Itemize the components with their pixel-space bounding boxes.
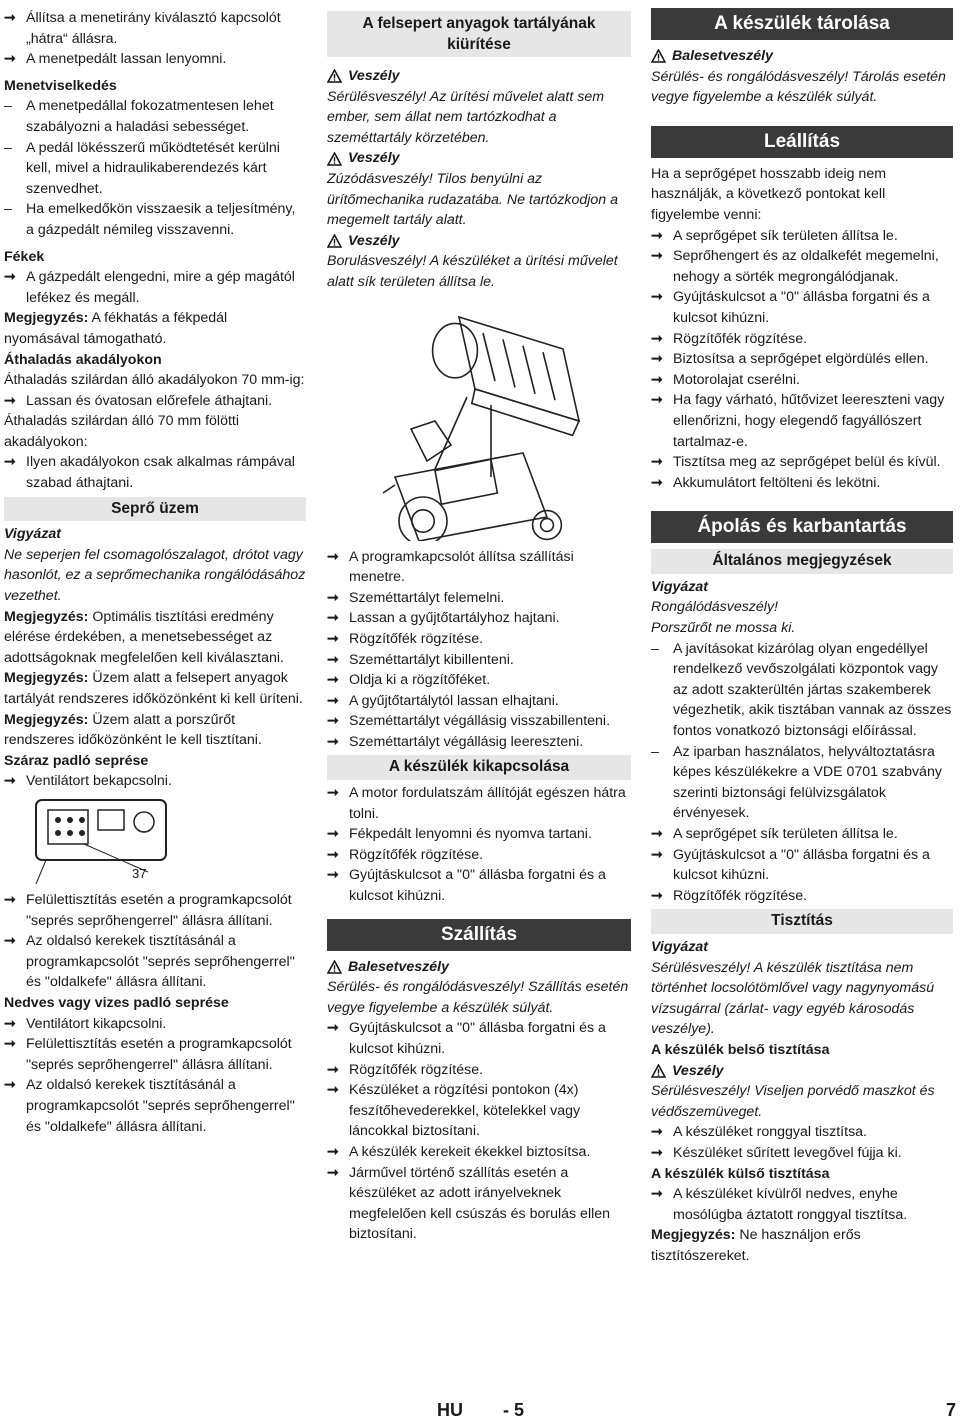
instruction: ➞ A motor fordulatszám állítóját egészen hátra tolni. (327, 783, 631, 824)
note-text: Ne használjon erős tisztítószereket. (651, 1227, 861, 1264)
instruction: ➞ Gyújtáskulcsot a "0" állásba forgatni és a kulcsot kihúzni. (651, 845, 953, 886)
caution-text: Ne seperjen fel csomagolószalagot, drótot vagy hasonlót, ez a seprőmechanika rongálódásához vezethet. (4, 546, 306, 605)
danger-label-text: Balesetveszély (672, 48, 773, 64)
dash-item: – A menetpedállal fokozatmentesen lehet szabályozni a haladási sebességet. (4, 96, 306, 137)
instruction: ➞ Állítsa a menetirány kiválasztó kapcsolót „hátra“ állásra. (4, 8, 306, 49)
accident-danger-label (327, 957, 631, 978)
note-label: Megjegyzés: (4, 608, 89, 625)
instruction: ➞ Járművel történő szállítás esetén a készüléket az adott irányelveknek megfelelően kell csúszás és borulás ellen biztosítani. (327, 1163, 631, 1245)
section-heading: Nedves vagy vizes padló seprése (4, 994, 229, 1011)
instruction: ➞ Akkumulátort feltölteni és lekötni. (651, 473, 953, 494)
section-header-transport: Szállítás (327, 919, 631, 951)
note-text: A fékhatás a fékpedál nyomásával támogatható. (4, 310, 228, 347)
instruction: ➞ Az oldalsó kerekek tisztításánál a programkapcsolót "seprés seprőhengerrel" és "oldalkefe" állásra állítani. (4, 1075, 306, 1137)
instruction: ➞ Ventilátort bekapcsolni. (4, 771, 306, 792)
caution-label: Vigyázat (651, 938, 709, 955)
instruction: ➞ Oldja ki a rögzítőféket. (327, 670, 631, 691)
paragraph: Áthaladás szilárdan álló 70 mm fölötti akadályokon: (4, 413, 240, 450)
section-heading: Száraz padló seprése (4, 752, 149, 769)
section-heading: A készülék belső tisztítása (651, 1041, 830, 1058)
instruction: ➞ Ventilátort kikapcsolni. (4, 1014, 306, 1035)
column-2 (327, 8, 631, 1245)
decommission-steps (651, 226, 953, 494)
danger-text: Borulásveszély! A készüléket a ürítési művelet alatt sík területen állítsa le. (327, 253, 618, 290)
note-label: Megjegyzés: (651, 1227, 736, 1244)
instruction: ➞ Ha fagy várható, hűtővizet leereszteni vagy ellenőrizni, hogy elegendő fagyállószert tartalmaz-e. (651, 390, 953, 452)
accident-danger-label (651, 46, 953, 67)
section-band-emptying: A felsepert anyagok tartályának kiürítése (327, 11, 631, 57)
instruction: ➞ Rögzítőfék rögzítése. (327, 1060, 631, 1081)
instruction: ➞ Ilyen akadályokon csak alkalmas rámpával szabad áthajtani. (4, 452, 306, 493)
instruction: ➞ Szeméttartályt felemelni. (327, 588, 631, 609)
warning-triangle-icon (651, 49, 666, 63)
caution-label: Vigyázat (651, 578, 709, 595)
note-text: Optimális tisztítási eredmény elérése érdekében, a menetsebességet az adottságoknak megfelelően kell kiválasztani. (4, 608, 284, 666)
note (4, 668, 306, 709)
control-panel-illustration (26, 798, 176, 886)
control-panel-figure (4, 798, 306, 890)
instruction: ➞ Szeméttartályt végállásig leereszteni. (327, 732, 631, 753)
section-header-decommission: Leállítás (651, 126, 953, 158)
instruction: ➞ A seprőgépet sík területen állítsa le. (651, 824, 953, 845)
general-notes-list (651, 639, 953, 824)
instruction: ➞ A készülék kerekeit ékekkel biztosítsa. (327, 1142, 631, 1163)
note (4, 308, 306, 349)
caution-text: Sérülésveszély! A készülék tisztítása nem történhet locsolótömlővel vagy nagynyomású vízsugárral (zárlat- vagy egyéb károsodás veszélye). (651, 959, 935, 1038)
note (4, 607, 306, 669)
danger-label-text: Veszély (348, 232, 400, 249)
instruction: ➞ Lassan és óvatosan előrefele áthajtani. (4, 391, 306, 412)
instruction: ➞ Szeméttartályt kibillenteni. (327, 650, 631, 671)
instruction: ➞ Rögzítőfék rögzítése. (651, 329, 953, 350)
section-header-maintenance: Ápolás és karbantartás (651, 511, 953, 543)
instruction: ➞ Motorolajat cserélni. (651, 370, 953, 391)
instruction: ➞ Szeméttartályt végállásig visszabillenteni. (327, 711, 631, 732)
inner-cleaning-steps (651, 1122, 953, 1163)
instruction: ➞ Készüléket sűrített levegővel fújja ki. (651, 1143, 953, 1164)
instruction: ➞ Seprőhengert és az oldalkefét megemelni, nehogy a sörték megrongálódjanak. (651, 246, 953, 287)
maintenance-steps (651, 824, 953, 906)
instruction: ➞ A seprőgépet sík területen állítsa le. (651, 226, 953, 247)
instruction: ➞ Rögzítőfék rögzítése. (327, 629, 631, 650)
instruction: ➞ Fékpedált lenyomni és nyomva tartani. (327, 824, 631, 845)
instruction: ➞ A gázpedált elengedni, mire a gép magától lefékez és megáll. (4, 267, 306, 308)
instruction: ➞ Rögzítőfék rögzítése. (327, 845, 631, 866)
section-heading: Menetviselkedés (4, 77, 117, 94)
danger-text: Sérülésveszély! Viseljen porvédő maszkot és védőszemüveget. (651, 1083, 935, 1120)
danger-label-text: Veszély (348, 68, 400, 84)
instruction: ➞ Az oldalsó kerekek tisztításánál a programkapcsolót "seprés seprőhengerrel" és "oldalkefe" állásra állítani. (4, 931, 306, 993)
warning-triangle-icon (651, 1064, 666, 1078)
paragraph: Áthaladás szilárdan álló akadályokon 70 mm-ig: (4, 372, 305, 389)
instruction: ➞ Rögzítőfék rögzítése. (651, 886, 953, 907)
note-label: Megjegyzés: (4, 670, 89, 687)
note (651, 1225, 953, 1266)
warning-triangle-icon (327, 152, 342, 166)
warning-triangle-icon (327, 234, 342, 248)
section-band-sepro: Seprő üzem (4, 497, 306, 522)
dash-item: – Ha emelkedőkön visszaesik a teljesítmény, a gázpedált némileg visszavenni. (4, 199, 306, 240)
page-section-number: - 5 (503, 1400, 525, 1420)
instruction: ➞ Gyújtáskulcsot a "0" állásba forgatni és a kulcsot kihúzni. (327, 1018, 631, 1059)
instruction: ➞ Készüléket a rögzítési pontokon (4x) feszítőhevederekkel, kötelekkel vagy láncokkal biztosítani. (327, 1080, 631, 1142)
section-heading: Áthaladás akadályokon (4, 351, 162, 368)
danger-label-text: Balesetveszély (348, 958, 449, 975)
instruction: ➞ Gyújtáskulcsot a "0" állásba forgatni és a kulcsot kihúzni. (327, 865, 631, 906)
instruction: ➞ Tisztítsa meg az seprőgépet belül és kívül. (651, 452, 953, 473)
caution-text: Rongálódásveszély! (651, 599, 778, 616)
danger-text: Sérülésveszély! Az ürítési művelet alatt sem ember, sem állat nem tartózkodhat a szeméttartály körzetében. (327, 88, 605, 146)
section-heading: A készülék külső tisztítása (651, 1165, 830, 1182)
instruction: ➞ A készüléket ronggyal tisztítsa. (651, 1122, 953, 1143)
warning-triangle-icon (327, 960, 342, 974)
note-label: Megjegyzés: (4, 310, 89, 327)
page-number: 7 (946, 1400, 957, 1420)
danger-label-text: Veszély (672, 1062, 724, 1079)
paragraph: Ha a seprőgépet hosszabb ideig nem használják, a következő pontokat kell figyelembe venni: (651, 165, 887, 223)
warning-triangle-icon (327, 69, 342, 83)
instruction: ➞ A menetpedált lassan lenyomni. (4, 49, 306, 70)
sweeper-machine-illustration (334, 301, 624, 541)
danger-label (327, 148, 631, 169)
danger-text: Zúzódásveszély! Tilos benyúlni az ürítőmechanika rudazatába. Ne tartózkodjon a megemelt tartály alatt. (327, 170, 619, 229)
dash-item: – Az iparban használatos, helyváltoztatásra képes készülékekre a VDE 0701 szabvány szerinti biztonsági felülvizsgálatok érvényesek. (651, 742, 953, 824)
note-text: Üzem alatt a porszűrőt rendszeres időközönként le kell tisztítani. (4, 711, 262, 749)
instruction: ➞ Gyújtáskulcsot a "0" állásba forgatni és a kulcsot kihúzni. (651, 287, 953, 328)
danger-label (327, 231, 631, 252)
dash-item: – A pedál lökésszerű működtetését kerülni kell, mivel a hidraulikaberendezés kárt szenvedhet. (4, 138, 306, 200)
section-band-cleaning: Tisztítás (651, 909, 953, 934)
instruction: ➞ Felülettisztítás esetén a programkapcsolót "seprés seprőhengerrel" állásra állítani. (4, 1034, 306, 1075)
section-band-general-notes: Általános megjegyzések (651, 549, 953, 574)
caution-label: Vigyázat (4, 526, 62, 543)
caution-text: Porszűrőt ne mossa ki. (651, 620, 796, 637)
note (4, 710, 306, 751)
section-band-shutdown: A készülék kikapcsolása (327, 755, 631, 780)
instruction: ➞ A készüléket kívülről nedves, enyhe mosólúgba áztatott ronggyal tisztítsa. (651, 1184, 953, 1225)
emptying-steps (327, 547, 631, 753)
danger-label (651, 1061, 953, 1082)
figure-number: 37 (132, 865, 147, 881)
instruction: ➞ A programkapcsolót állítsa szállítási menetre. (327, 547, 631, 588)
dash-item: – A javításokat kizárólag olyan engedéllyel rendelkező vevőszolgálati központok vagy az adott szakterültén jártas szakemberek végezhetik, akik tisztában vannak az összes fontos vonatkozó biztonsági előírással. (651, 639, 953, 742)
note-label: Megjegyzés: (4, 711, 89, 728)
danger-text: Sérülés- és rongálódásveszély! Tárolás esetén vegye figyelembe a készülék súlyát. (651, 68, 946, 106)
column-3 (651, 8, 953, 1266)
danger-label (327, 66, 631, 87)
section-heading: Fékek (4, 248, 45, 265)
outer-cleaning-steps (651, 1184, 953, 1225)
transport-steps (327, 1018, 631, 1245)
instruction: ➞ A gyűjtőtartálytól lassan elhajtani. (327, 691, 631, 712)
danger-label-text: Veszély (348, 150, 400, 167)
language-code: HU (437, 1400, 463, 1420)
section-header-storage: A készülék tárolása (651, 8, 953, 40)
instruction: ➞ Felülettisztítás esetén a programkapcsolót "seprés seprőhengerrel" állásra állítani. (4, 890, 306, 931)
instruction: ➞ Lassan a gyűjtőtartályhoz hajtani. (327, 608, 631, 629)
shutdown-steps (327, 783, 631, 907)
note-text: Üzem alatt a felsepert anyagok tartályát rendszeres időközönként ki kell üríteni. (4, 670, 303, 707)
danger-text: Sérülés- és rongálódásveszély! Szállítás esetén vegye figyelembe a készülék súlyát. (327, 979, 629, 1016)
instruction: ➞ Biztosítsa a seprőgépet elgördülés ellen. (651, 349, 953, 370)
column-1 (4, 8, 306, 1137)
